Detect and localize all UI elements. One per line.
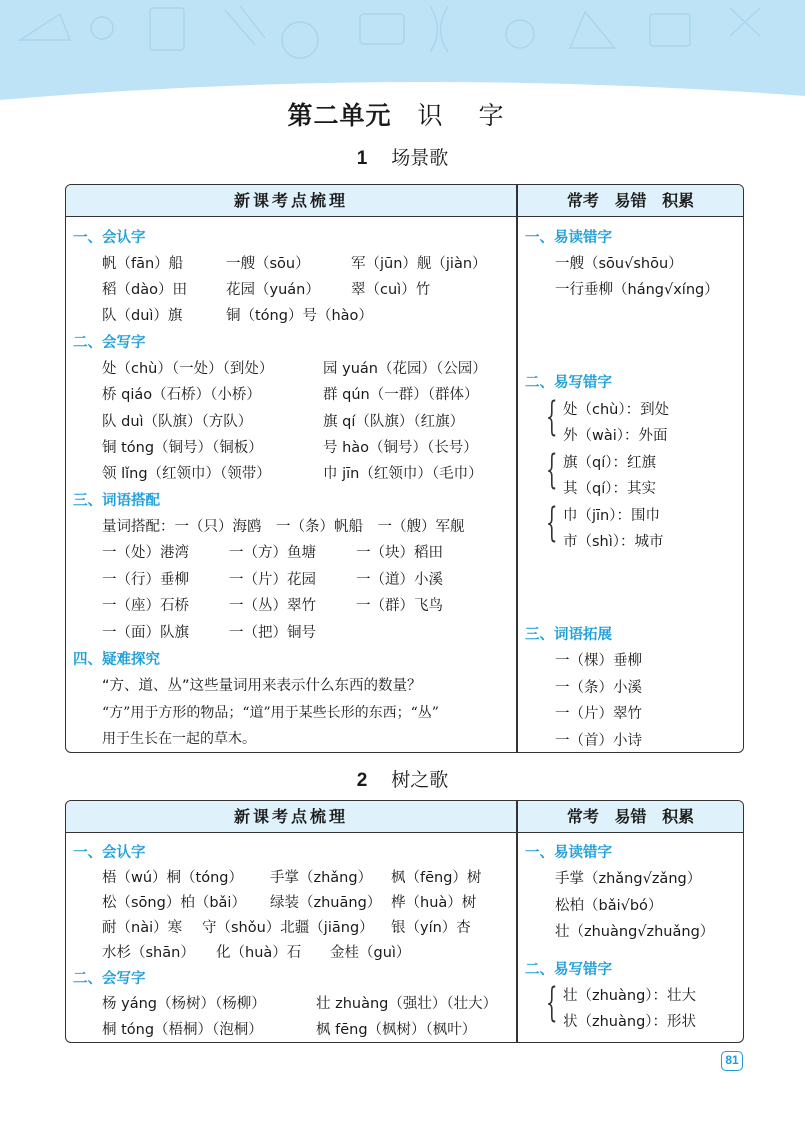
recognize-char: 守（shǒu）北疆（jiāng） (202, 920, 374, 936)
miswrite-item: 壮（zhuàng）：壮大 (563, 988, 697, 1004)
question-text: “方、道、丛”这些量词用来表示什么东西的数量？ (102, 678, 422, 694)
lesson-2-left-header: 新课考点梳理 (233, 807, 348, 826)
recognize-char: 花园（yuán） (226, 282, 320, 298)
lesson-1-left-header: 新课考点梳理 (233, 191, 348, 210)
measure-word: 一（方）鱼塘 (229, 545, 316, 561)
recognize-char: 金桂（guì） (330, 945, 411, 961)
write-char: 铜 tóng（铜号）（铜板） (102, 440, 263, 456)
brace-mark: { (546, 447, 558, 493)
write-char: 队 duì（队旗）（方队） (102, 414, 253, 430)
misread-item: 手掌（zhǎng√zǎng） (555, 871, 702, 887)
write-char: 壮 zhuàng（强壮）（壮大） (316, 996, 498, 1012)
lesson-2-right-header: 常考 易错 积累 (566, 807, 695, 826)
column-divider (516, 185, 518, 753)
measure-word: 一（行）垂柳 (102, 572, 189, 588)
section-heading: 三、词语拓展 (525, 627, 612, 643)
miswrite-item: 其（qí）：其实 (563, 481, 656, 497)
section-heading: 二、易写错字 (525, 962, 612, 978)
recognize-char: 手掌（zhǎng） (270, 870, 373, 886)
extension-item: 一（条）小溪 (555, 680, 642, 696)
recognize-char: 水杉（shān） (102, 945, 195, 961)
measure-word: 一（面）队旗 (102, 625, 189, 641)
misread-item: 壮（zhuàng√zhuǎng） (555, 924, 715, 940)
measure-word-intro: 量词搭配：一（只）海鸥 一（条）帆船 一（艘）军舰 (102, 519, 465, 535)
recognize-char: 化（huà）石 (216, 945, 302, 961)
extension-item: 一（棵）垂柳 (555, 653, 642, 669)
lesson-1-name: 场景歌 (391, 147, 449, 169)
write-char: 号 hào（铜号）（长号） (323, 440, 478, 456)
miswrite-item: 状（zhuàng）：形状 (563, 1014, 697, 1030)
recognize-char: 绿装（zhuāng） (270, 895, 382, 911)
recognize-char: 一艘（sōu） (226, 256, 310, 272)
section-heading: 二、会写字 (73, 971, 146, 987)
lesson-1-title (0, 143, 805, 170)
write-char: 领 lǐng（红领巾）（领带） (102, 466, 271, 482)
write-char: 杨 yáng（杨树）（杨柳） (102, 996, 266, 1012)
recognize-char: 银（yín）杏 (391, 920, 471, 936)
write-char: 群 qún（一群）（群体） (323, 387, 479, 403)
miswrite-item: 市（shì）：城市 (563, 534, 664, 550)
recognize-char: 帆（fān）船 (102, 256, 184, 272)
brace-mark: { (546, 500, 558, 546)
misread-item: 松柏（bǎi√bó） (555, 898, 663, 914)
recognize-char: 队（duì）旗 (102, 308, 183, 324)
miswrite-item: 处（chù）：到处 (563, 402, 670, 418)
recognize-char: 梧（wú）桐（tóng） (102, 870, 243, 886)
recognize-char: 松（sōng）柏（bǎi） (102, 895, 246, 911)
measure-word: 一（道）小溪 (356, 572, 443, 588)
section-heading: 三、词语搭配 (73, 493, 160, 509)
lesson-2-title (0, 765, 805, 792)
measure-word: 一（丛）翠竹 (229, 598, 316, 614)
unit-title (0, 96, 805, 132)
unit-title-main: 第二单元 (287, 101, 392, 130)
recognize-char: 耐（nài）寒 (102, 920, 183, 936)
lesson-2-table-header (66, 801, 743, 833)
lesson-2-name: 树之歌 (391, 769, 449, 791)
section-heading: 二、易写错字 (525, 375, 612, 391)
page-number: 81 (721, 1051, 743, 1071)
miswrite-item: 旗（qí）：红旗 (563, 455, 656, 471)
measure-word: 一（群）飞鸟 (356, 598, 443, 614)
answer-text: 用于生长在一起的草木。 (102, 731, 256, 747)
measure-word: 一（座）石桥 (102, 598, 189, 614)
lesson-1-number: 1 (356, 148, 368, 169)
measure-word: 一（片）花园 (229, 572, 316, 588)
recognize-char: 枫（fēng）树 (391, 870, 482, 886)
section-heading: 一、易读错字 (525, 230, 612, 246)
lesson-2-table (65, 800, 744, 1043)
write-char: 园 yuán（花园）（公园） (323, 361, 487, 377)
write-char: 枫 fēng（枫树）（枫叶） (316, 1022, 477, 1038)
recognize-char: 稻（dào）田 (102, 282, 187, 298)
miswrite-item: 外（wài）：外面 (563, 428, 668, 444)
section-heading: 四、疑难探究 (73, 652, 160, 668)
brace-mark: { (546, 980, 558, 1026)
measure-word: 一（把）铜号 (229, 625, 316, 641)
write-char: 桥 qiáo（石桥）（小桥） (102, 387, 261, 403)
column-divider (516, 801, 518, 1043)
recognize-char: 桦（huà）树 (391, 895, 477, 911)
measure-word: 一（块）稻田 (356, 545, 443, 561)
section-heading: 一、易读错字 (525, 845, 612, 861)
write-char: 处（chù）（一处）（到处） (102, 361, 274, 377)
write-char: 巾 jīn（红领巾）（毛巾） (323, 466, 483, 482)
unit-title-sub: 识 字 (417, 101, 518, 130)
measure-word: 一（处）港湾 (102, 545, 189, 561)
answer-text: “方”用于方形的物品；“道”用于某些长形的东西；“丛” (102, 705, 439, 721)
section-heading: 一、会认字 (73, 845, 146, 861)
top-banner (0, 0, 805, 104)
section-heading: 一、会认字 (73, 230, 146, 246)
lesson-2-number: 2 (356, 770, 368, 791)
section-heading: 二、会写字 (73, 335, 146, 351)
misread-item: 一艘（sōu√shōu） (555, 256, 683, 272)
extension-item: 一（片）翠竹 (555, 706, 642, 722)
lesson-1-table-header (66, 185, 743, 217)
lesson-1-right-header: 常考 易错 积累 (566, 191, 695, 210)
write-char: 桐 tóng（梧桐）（泡桐） (102, 1022, 263, 1038)
recognize-char: 军（jūn）舰（jiàn） (351, 256, 487, 272)
brace-mark: { (546, 394, 558, 440)
lesson-1-table (65, 184, 744, 753)
misread-item: 一行垂柳（háng√xíng） (555, 282, 719, 298)
extension-item: 一（首）小诗 (555, 733, 642, 749)
write-char: 旗 qí（队旗）（红旗） (323, 414, 465, 430)
recognize-char: 铜（tóng）号（hào） (226, 308, 373, 324)
recognize-char: 翠（cuì）竹 (351, 282, 431, 298)
miswrite-item: 巾（jīn）：围巾 (563, 508, 660, 524)
